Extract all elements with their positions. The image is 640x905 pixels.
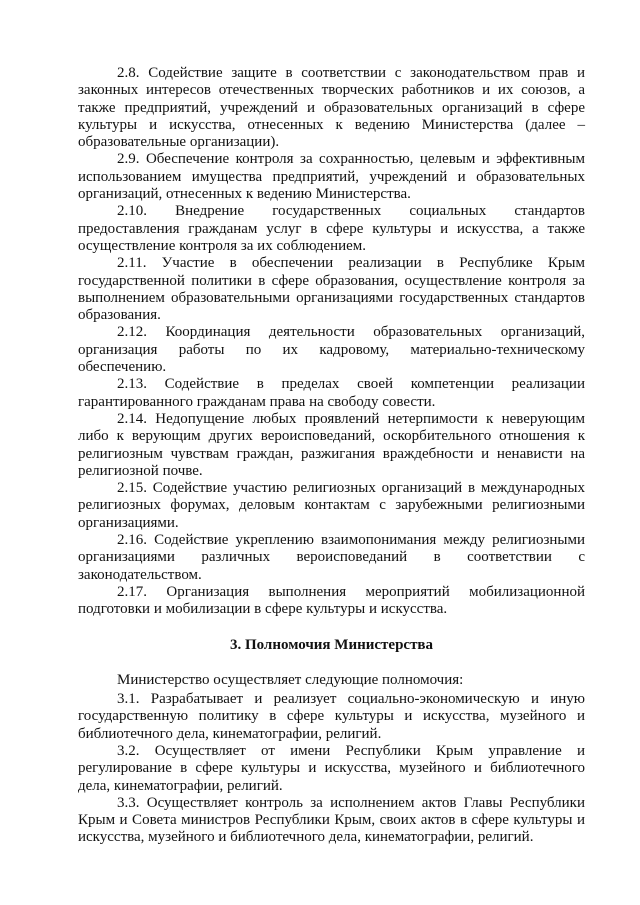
section-heading: 3. Полномочия Министерства bbox=[229, 636, 434, 653]
paragraph-2-17: 2.17. Организация выполнения мероприятий мобилизационной подготовки и мобилизации в сфере культуры и искусства. bbox=[78, 583, 585, 618]
paragraph-2-13: 2.13. Содействие в пределах своей компетенции реализации гарантированного гражданам права на свободу совести. bbox=[78, 376, 585, 410]
paragraph-2-10: 2.10. Внедрение государственных социальных стандартов предоставления гражданам услуг в сфере культуры и искусства, а также осуществление контроля за их соблюдением. bbox=[78, 203, 585, 254]
paragraph-3-2: 3.2. Осуществляет от имени Республики Крым управление и регулирование в сфере культуры и искусства, музейного и библиотечного дела, кинематографии, религий. bbox=[78, 742, 585, 794]
section-intro: Министерство осуществляет следующие полномочия: bbox=[117, 671, 464, 688]
paragraph-3-1: 3.1. Разрабатывает и реализует социально-экономическую и иную государственную политику в сфере культуры и искусства, музейного и библиотечного дела, кинематографии, религий. bbox=[78, 691, 585, 742]
paragraph-2-12: 2.12. Координация деятельности образовательных организаций, организация работы по их кадровому, материально-техническому обеспечению. bbox=[78, 324, 585, 376]
document-body bbox=[78, 65, 585, 847]
paragraph-2-11: 2.11. Участие в обеспечении реализации в Республике Крым государственной политики в сфере образования, осуществление контроля за выполнением образовательными организациями государственных стандартов образования. bbox=[78, 255, 585, 324]
paragraph-3-3: 3.3. Осуществляет контроль за исполнением актов Главы Республики Крым и Совета министров Республики Крым, своих актов в сфере культуры и искусства, музейного и библиотечного дела, кинематографии, религий. bbox=[78, 794, 585, 846]
paragraph-2-16: 2.16. Содействие укреплению взаимопонимания между религиозными организациями различных вероисповеданий в соответствии с законодательством. bbox=[78, 532, 585, 583]
paragraph-2-15: 2.15. Содействие участию религиозных организаций в международных религиозных форумах, деловым контактам с зарубежными религиозными организациями. bbox=[78, 480, 585, 531]
paragraph-2-8: 2.8. Содействие защите в соответствии с законодательством прав и законных интересов отечественных творческих работников и их союзов, а также предприятий, учреждений и образовательных организаций в сфере культуры и искусства, отнесенных к ведению Министерства (далее – образовательные организации). bbox=[78, 65, 585, 151]
paragraph-2-14: 2.14. Недопущение любых проявлений нетерпимости к неверующим либо к верующим других вероисповеданий, оскорбительного отношения к религиозным чувствам граждан, разжигания враждебности и ненависти на религиозной почве. bbox=[78, 410, 585, 479]
paragraph-2-9: 2.9. Обеспечение контроля за сохранностью, целевым и эффективным использованием имущества предприятий, учреждений и образовательных организаций, отнесенных к ведению Министерства. bbox=[78, 151, 585, 203]
